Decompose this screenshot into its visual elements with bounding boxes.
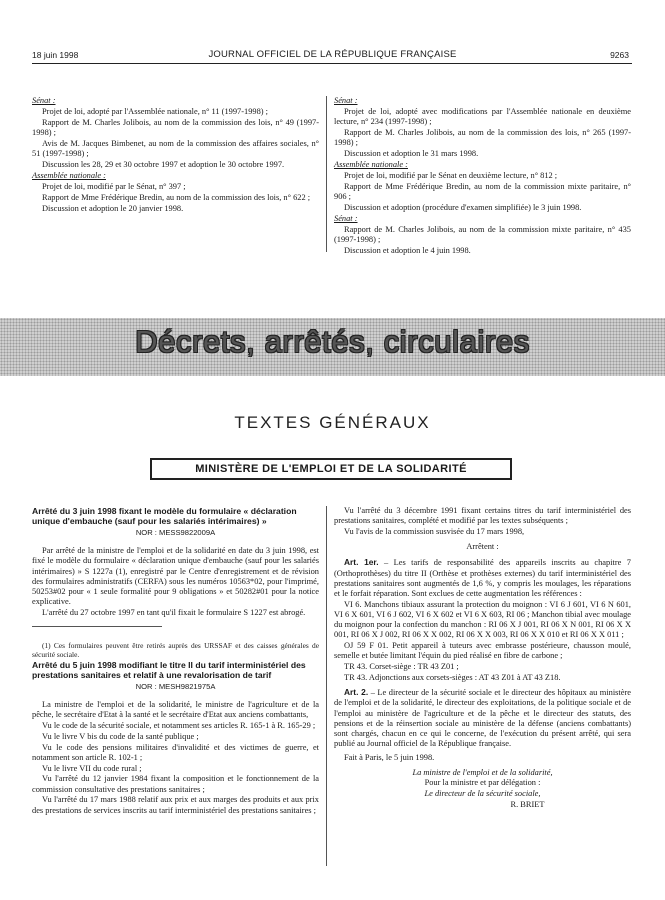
article-2-label: Art. 2. xyxy=(344,687,369,698)
footnote-rule xyxy=(32,626,162,631)
article-1 xyxy=(334,557,631,599)
procedure-paragraph: Avis de M. Jacques Bimbenet, au nom de la commission des affaires sociales, n° 51 (1997-1998) ; xyxy=(32,139,319,159)
journal-title: JOURNAL OFFICIEL DE LA RÉPUBLIQUE FRANÇAISE xyxy=(208,49,457,60)
procedure-paragraph: Rapport de M. Charles Jolibois, au nom de la commission mixte paritaire, n° 435 (1997-1998) ; xyxy=(334,225,631,245)
article-1-label: Art. 1er. xyxy=(344,557,379,568)
arrete1-paragraph: L'arrêté du 27 octobre 1997 en tant qu'il fixait le formulaire S 1227 est abrogé. xyxy=(42,608,306,618)
procedure-paragraph: Rapport de M. Charles Jolibois, au nom de la commission des lois, n° 49 (1997-1998) ; xyxy=(32,118,319,138)
arretent: Arrêtent : xyxy=(466,542,499,552)
procedure-paragraph: Discussion et adoption (procédure d'examen simplifiée) le 3 juin 1998. xyxy=(344,203,582,212)
arrete2-paragraph: Vu le code de la sécurité sociale, et notamment ses articles R. 165-1 à R. 165-29 ; xyxy=(42,721,316,731)
article-2-text: – Le directeur de la sécurité sociale et le directeur des hôpitaux au ministère de l'emploi et de la solidarité, le directeur des exploitations, de la politique sociale et de l'emploi au ministère de l'agriculture et de la pêche et le directeur des statuts, des pensions et de la réinsertion sociale au ministère de la défense (anciens combattants) sont chargés, chacun en ce qui le concerne, de l'exécution du présent arrêté, qui sera publié au Journal officiel de la République française. xyxy=(334,688,631,749)
procedure-paragraph: Projet de loi, adopté par l'Assemblée nationale, n° 11 (1997-1998) ; xyxy=(42,107,268,117)
arrete2-nor: NOR : MESH9821975A xyxy=(135,681,216,691)
column-divider xyxy=(326,96,327,252)
article-1-text: – Les tarifs de responsabilité des appareils inscrits au chapitre 7 (Orthoprothèses) du titre II (Orthèse et prothèses externes) du tarif interministériel des prestations sanitaires sont augmentés de 1,6 %, y compris les moulages, les réparations et le forfait réparation. Sont exclues de cette augmentation les références : xyxy=(334,558,631,599)
ministry-heading: MINISTÈRE DE L'EMPLOI ET DE LA SOLIDARITÉ xyxy=(150,458,512,480)
signatory: R. BRIET xyxy=(510,800,545,810)
procedure-paragraph: Discussion et adoption le 4 juin 1998. xyxy=(344,246,471,255)
arrete2-paragraph: Vu l'arrêté du 12 janvier 1984 fixant la composition et le fonctionnement de la commission consultative des prestations sanitaires ; xyxy=(32,774,319,794)
reference-item: TR 43. Adjonctions aux corsets-sièges : AT 43 Z01 à AT 43 Z18. xyxy=(344,673,561,683)
arrete2-paragraph: Vu l'arrêté du 17 mars 1988 relatif aux prix et aux marges des produits et aux prix des prestations de services inscrits au tarif interministériel des prestations sanitaires ; xyxy=(32,795,319,815)
procedure-paragraph: Discussion et adoption le 31 mars 1998. xyxy=(344,149,479,159)
procedure-paragraph: Discussion les 28, 29 et 30 octobre 1997 et adoption le 30 octobre 1997. xyxy=(42,160,285,169)
legislative-stage-heading: Assemblée nationale : xyxy=(334,160,408,169)
section-title: TEXTES GÉNÉRAUX xyxy=(234,413,431,432)
signature-line: La ministre de l'emploi et de la solidarité, xyxy=(412,767,553,777)
arrete1-title: Arrêté du 3 juin 1998 fixant le modèle du formulaire « déclaration unique d'embauche (sauf pour les salariés intérimaires) » xyxy=(32,506,297,526)
arrete2-paragraph: La ministre de l'emploi et de la solidarité, le ministre de l'agriculture et de la pêche, le secrétaire d'Etat à la santé et le secrétaire d'Etat aux anciens combattants, xyxy=(32,700,319,720)
procedure-paragraph: Rapport de Mme Frédérique Bredin, au nom de la commission des lois, n° 622 ; xyxy=(42,192,311,202)
article-2 xyxy=(334,687,631,749)
procedure-paragraph: Rapport de Mme Frédérique Bredin, au nom de la commission mixte paritaire, n° 906 ; xyxy=(334,182,631,202)
legislative-stage-heading: Sénat : xyxy=(334,96,358,105)
top-right-column xyxy=(334,96,631,257)
top-left-column xyxy=(32,96,319,214)
procedure-paragraph: Projet de loi, modifié par le Sénat, n° 397 ; xyxy=(42,182,186,191)
arrete2-paragraph: Vu le livre VII du code rural ; xyxy=(42,763,142,773)
reference-item: TR 43. Corset-siège : TR 43 Z01 ; xyxy=(344,662,459,672)
page-number: 9263 xyxy=(610,50,629,60)
column-divider xyxy=(326,506,327,866)
signature-line: Pour la ministre et par délégation : xyxy=(424,778,541,788)
signature-line: Le directeur de la sécurité sociale, xyxy=(424,789,541,799)
header-date: 18 juin 1998 xyxy=(32,50,79,60)
visa-paragraph: Vu l'arrêté du 3 décembre 1991 fixant certains titres du tarif interministériel des prestations sanitaires, complété et modifié par les textes subséquents ; xyxy=(334,506,631,526)
footnote: (1) Ces formulaires peuvent être retirés auprès des URSSAF et des caisses générales de sécurité sociale. xyxy=(32,641,319,660)
bottom-left-column xyxy=(32,506,319,816)
legislative-stage-heading: Sénat : xyxy=(334,213,358,223)
procedure-paragraph: Rapport de M. Charles Jolibois, au nom de la commission des lois, n° 265 (1997-1998) ; xyxy=(334,128,631,148)
band-title: Décrets, arrêtés, circulaires xyxy=(135,324,530,359)
arrete2-paragraph: Vu le livre V bis du code de la santé publique ; xyxy=(42,731,199,741)
legislative-stage-heading: Assemblée nationale : xyxy=(32,170,106,180)
visa-paragraph: Vu l'avis de la commission susvisée du 17 mars 1998, xyxy=(344,527,525,536)
fait-a-paris: Fait à Paris, le 5 juin 1998. xyxy=(344,753,435,763)
reference-item: OJ 59 F 01. Petit appareil à tuteurs avec embrasse postérieure, chausson moulé, semelle et butée limitant l'équin du pied réalisé en fibre de carbone ; xyxy=(334,641,631,661)
reference-item: VI 6. Manchons tibiaux assurant la protection du moignon : VI 6 J 601, VI 6 N 601, VI 6 X 601, VI 6 J 602, VI 6 X 602 et VI 6 X 603, RI 06 ; Manchon tibial avec moulage du moignon pour la confection du manchon : RI 06 X J 001, RI 06 X N 001, RI 06 X X 001, RI 06 X J 002, RI 06 X X 002, RI 06 X X 003, RI 06 X X 010 et RI 06 X X 011 ; xyxy=(334,599,631,640)
bottom-right-column xyxy=(334,506,631,811)
procedure-paragraph: Discussion et adoption le 20 janvier 1998. xyxy=(42,203,184,213)
arrete2-title: Arrêté du 5 juin 1998 modifiant le titre II du tarif interministériel des prestations sanitaires et relatif à une revalorisation de tarif xyxy=(32,659,306,680)
procedure-paragraph: Projet de loi, adopté avec modifications par l'Assemblée nationale en deuxième lecture, n° 234 (1997-1998) ; xyxy=(334,107,631,127)
header-rule xyxy=(32,63,632,64)
arrete1-nor: NOR : MESS9822009A xyxy=(135,528,216,537)
procedure-paragraph: Projet de loi, modifié par le Sénat en deuxième lecture, n° 812 ; xyxy=(344,171,558,181)
arrete2-paragraph: Vu le code des pensions militaires d'invalidité et des victimes de guerre, et notamment son article R. 102-1 ; xyxy=(32,742,319,762)
legislative-stage-heading: Sénat : xyxy=(32,96,56,105)
arrete1-paragraph: Par arrêté de la ministre de l'emploi et de la solidarité en date du 3 juin 1998, est fixé le modèle du formulaire « déclaration unique d'embauche (sauf pour les salariés intérimaires) » S 1227a (1), enregistré par le Centre d'enregistrement et de révision des formulaires administratifs (CERFA) sous les numéros 10563*02, pour l'imprimé, 50253#02 pour « 1 seule formalité pour 9 obligations » et 50282#01 pour la notice explicative. xyxy=(32,546,319,607)
